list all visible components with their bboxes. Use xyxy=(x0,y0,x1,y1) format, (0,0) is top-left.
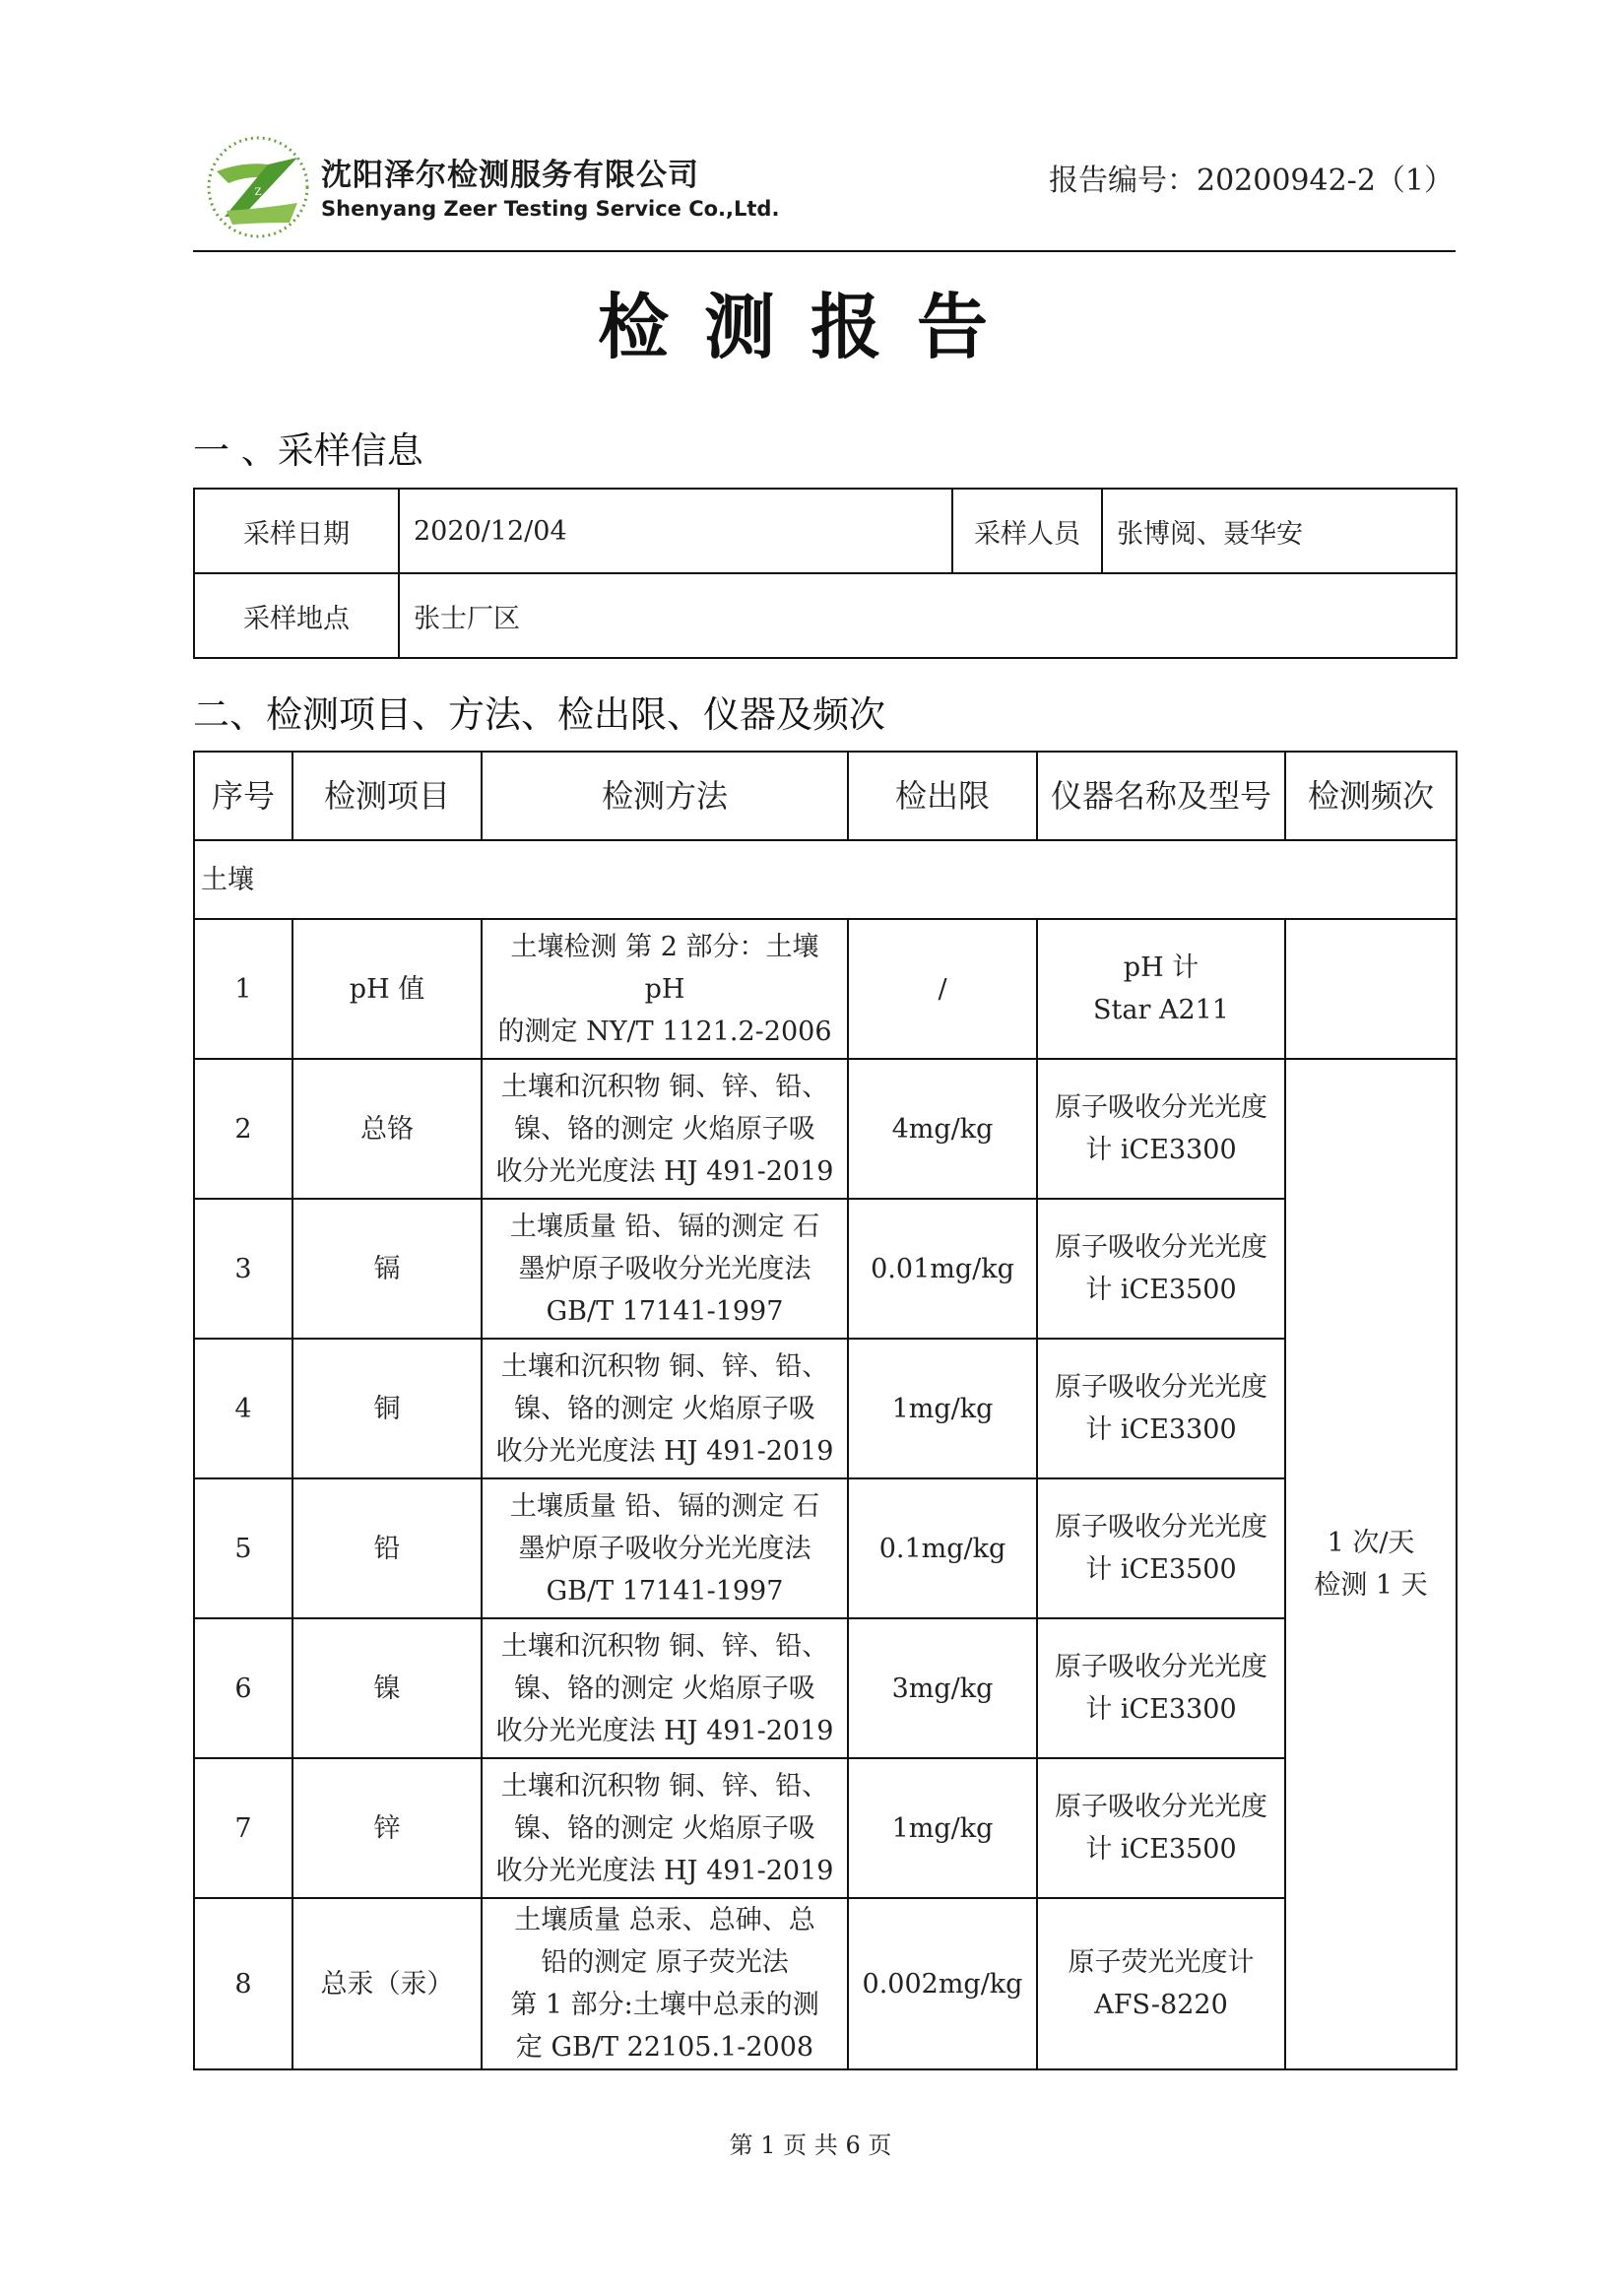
report-header xyxy=(193,128,1454,252)
row-number: 6 xyxy=(194,1618,292,1758)
row-number: 1 xyxy=(194,919,292,1059)
row-number: 7 xyxy=(194,1758,292,1898)
svg-text:Z: Z xyxy=(254,187,262,198)
test-method-line: 镍、铬的测定 火焰原子吸 xyxy=(514,1113,815,1145)
instrument-line: 计 iCE3300 xyxy=(1085,1135,1237,1165)
instrument-line: 计 iCE3500 xyxy=(1085,1554,1237,1585)
instrument xyxy=(1037,1199,1285,1339)
row-number: 3 xyxy=(194,1199,292,1339)
detection-limit: 3mg/kg xyxy=(848,1618,1037,1758)
test-method-line: 土壤和沉积物 铜、锌、铅、 xyxy=(500,1770,829,1802)
test-method xyxy=(482,1758,848,1898)
detection-limit: / xyxy=(848,919,1037,1059)
sampling-date-value: 2020/12/04 xyxy=(399,489,952,573)
test-method-line: 铅的测定 原子荧光法 xyxy=(541,1947,789,1978)
test-method-line: 第 1 部分:土壤中总汞的测 xyxy=(510,1990,819,2020)
detection-limit: 0.002mg/kg xyxy=(848,1898,1037,2069)
test-frequency-line: 检测 1 天 xyxy=(1314,1570,1428,1601)
company-name-cn: 沈阳泽尔检测服务有限公司 xyxy=(321,158,699,193)
instrument-line: 原子吸收分光光度 xyxy=(1055,1232,1267,1263)
test-method-line: 镍、铬的测定 火焰原子吸 xyxy=(514,1673,815,1704)
sampling-place-label: 采样地点 xyxy=(194,573,399,658)
sampling-person-value: 张博阅、聂华安 xyxy=(1102,489,1457,573)
instrument xyxy=(1037,919,1285,1059)
detection-limit: 1mg/kg xyxy=(848,1758,1037,1898)
category-label: 土壤 xyxy=(194,840,1457,919)
test-item: 总汞（汞） xyxy=(292,1898,482,2069)
table-row xyxy=(194,1758,1457,1898)
frequency-empty xyxy=(1285,919,1457,1059)
table-row xyxy=(194,1339,1457,1478)
instrument-line: 原子荧光光度计 xyxy=(1068,1947,1255,1978)
detection-limit: 0.01mg/kg xyxy=(848,1199,1037,1339)
sampling-info-table xyxy=(193,488,1458,659)
test-method-line: 土壤和沉积物 铜、锌、铅、 xyxy=(500,1071,829,1102)
test-method-line: 收分光光度法 HJ 491-2019 xyxy=(495,1435,834,1467)
table-row xyxy=(194,1618,1457,1758)
table-row xyxy=(194,1059,1457,1199)
test-item: 镉 xyxy=(292,1199,482,1339)
instrument-line: AFS-8220 xyxy=(1094,1990,1228,2020)
test-method-line: 收分光光度法 HJ 491-2019 xyxy=(495,1715,834,1746)
test-method-line: 土壤和沉积物 铜、锌、铅、 xyxy=(500,1630,829,1662)
instrument-line: 原子吸收分光光度 xyxy=(1055,1372,1267,1403)
test-method xyxy=(482,1478,848,1618)
test-method-line: 土壤检测 第 2 部分：土壤 pH xyxy=(510,931,819,1005)
row-number: 2 xyxy=(194,1059,292,1199)
table-row xyxy=(194,919,1457,1059)
instrument-line: 计 iCE3300 xyxy=(1085,1694,1237,1725)
methods-table xyxy=(193,751,1458,2070)
instrument-line: Star A211 xyxy=(1093,995,1229,1025)
test-method-line: GB/T 17141-1997 xyxy=(546,1295,784,1327)
instrument xyxy=(1037,1758,1285,1898)
company-logo xyxy=(203,132,313,242)
test-item: 锌 xyxy=(292,1758,482,1898)
table-row xyxy=(194,1898,1457,2069)
section-heading-sampling: 一 、采样信息 xyxy=(193,429,423,472)
company-name-en: Shenyang Zeer Testing Service Co.,Ltd. xyxy=(321,197,780,221)
table-header-row xyxy=(194,752,1457,840)
column-header: 检测频次 xyxy=(1285,752,1457,840)
test-item: 总铬 xyxy=(292,1059,482,1199)
test-method-line: 镍、铬的测定 火焰原子吸 xyxy=(514,1393,815,1424)
test-method-line: 墨炉原子吸收分光光度法 xyxy=(518,1253,811,1284)
test-method-line: 收分光光度法 HJ 491-2019 xyxy=(495,1855,834,1886)
table-row xyxy=(194,1478,1457,1618)
instrument-line: pH 计 xyxy=(1123,952,1200,983)
column-header: 序号 xyxy=(194,752,292,840)
sampling-place-value: 张士厂区 xyxy=(399,573,1457,658)
instrument xyxy=(1037,1898,1285,2069)
detection-limit: 4mg/kg xyxy=(848,1059,1037,1199)
test-method-line: 定 GB/T 22105.1-2008 xyxy=(515,2032,814,2063)
page-footer: 第 1 页 共 6 页 xyxy=(729,2132,892,2159)
test-method xyxy=(482,1339,848,1478)
test-method xyxy=(482,1618,848,1758)
test-item: 镍 xyxy=(292,1618,482,1758)
instrument xyxy=(1037,1478,1285,1618)
instrument-line: 计 iCE3500 xyxy=(1085,1834,1237,1865)
test-method-line: 土壤质量 铅、镉的测定 石 xyxy=(509,1490,820,1522)
row-number: 4 xyxy=(194,1339,292,1478)
test-frequency-line: 1 次/天 xyxy=(1327,1528,1415,1558)
instrument xyxy=(1037,1059,1285,1199)
test-method-line: GB/T 17141-1997 xyxy=(546,1575,784,1607)
test-frequency xyxy=(1285,1059,1457,2069)
category-row xyxy=(194,840,1457,919)
report-number: 报告编号：20200942-2（1） xyxy=(1048,164,1454,198)
column-header: 检出限 xyxy=(848,752,1037,840)
instrument-line: 计 iCE3300 xyxy=(1085,1414,1237,1445)
header-divider xyxy=(193,250,1456,252)
test-method-line: 土壤质量 铅、镉的测定 石 xyxy=(509,1211,820,1242)
instrument-line: 原子吸收分光光度 xyxy=(1055,1092,1267,1123)
test-item: 铅 xyxy=(292,1478,482,1618)
instrument-line: 计 iCE3500 xyxy=(1085,1275,1237,1305)
column-header: 检测方法 xyxy=(482,752,848,840)
column-header: 检测项目 xyxy=(292,752,482,840)
instrument-line: 原子吸收分光光度 xyxy=(1055,1792,1267,1822)
test-method-line: 墨炉原子吸收分光光度法 xyxy=(518,1533,811,1564)
test-method xyxy=(482,1898,848,2069)
test-method-line: 的测定 NY/T 1121.2-2006 xyxy=(497,1016,832,1047)
test-method xyxy=(482,1059,848,1199)
test-method xyxy=(482,1199,848,1339)
table-row xyxy=(194,1199,1457,1339)
detection-limit: 1mg/kg xyxy=(848,1339,1037,1478)
detection-limit: 0.1mg/kg xyxy=(848,1478,1037,1618)
sampling-person-label: 采样人员 xyxy=(952,489,1102,573)
row-number: 5 xyxy=(194,1478,292,1618)
test-method-line: 镍、铬的测定 火焰原子吸 xyxy=(514,1812,815,1844)
sampling-date-label: 采样日期 xyxy=(194,489,399,573)
row-number: 8 xyxy=(194,1898,292,2069)
instrument xyxy=(1037,1339,1285,1478)
test-method-line: 土壤质量 总汞、总砷、总 xyxy=(514,1905,815,1935)
section-heading-methods: 二、检测项目、方法、检出限、仪器及频次 xyxy=(193,693,885,736)
test-method xyxy=(482,919,848,1059)
document-title: 检测报告 xyxy=(597,286,1023,368)
test-item: pH 值 xyxy=(292,919,482,1059)
test-method-line: 收分光光度法 HJ 491-2019 xyxy=(495,1155,834,1187)
instrument-line: 原子吸收分光光度 xyxy=(1055,1512,1267,1542)
test-method-line: 土壤和沉积物 铜、锌、铅、 xyxy=(500,1350,829,1382)
column-header: 仪器名称及型号 xyxy=(1037,752,1285,840)
instrument xyxy=(1037,1618,1285,1758)
test-item: 铜 xyxy=(292,1339,482,1478)
instrument-line: 原子吸收分光光度 xyxy=(1055,1652,1267,1682)
